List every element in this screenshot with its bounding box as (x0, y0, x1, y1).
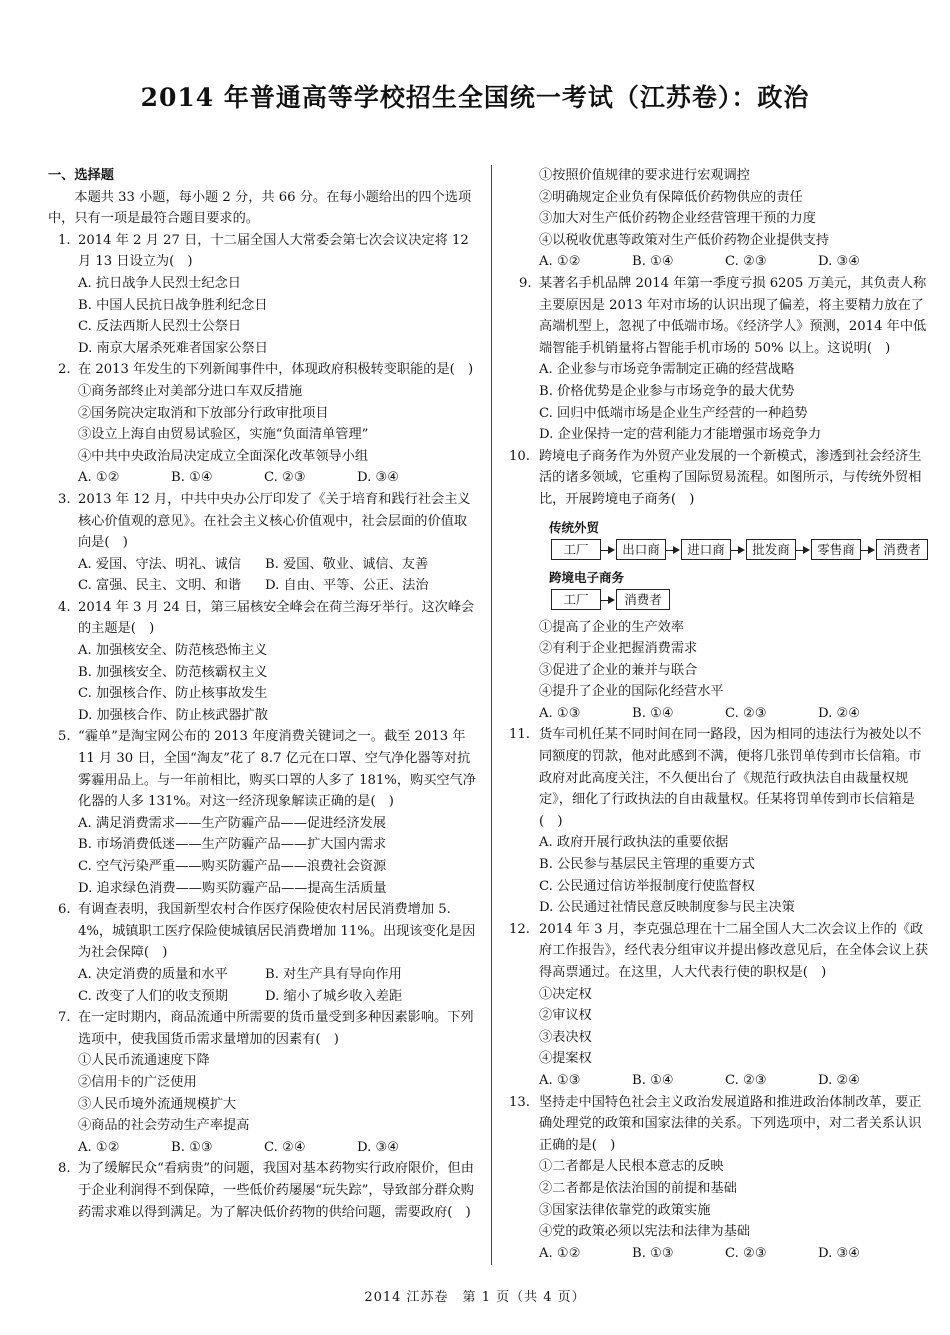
question-stem: 2014 年 3 月，李克强总理在十二届全国人大二次会议上作的《政府工作报告》，经代表分组审议并提出修改意见后，在全体会议上获得高票通过。在这里，人大代表行使的职权是( ) (539, 921, 929, 980)
option-d: D. 企业保持一定的营利能力才能增强市场竞争力 (539, 427, 822, 443)
question-5: 5. “霾单”是淘宝网公布的 2013 年度消费关键词之一。截至 2013 年 11 月 30 日，全国“淘友”花了 8.7 亿元在口罩、空气净化器等对抗雾霾用品上。与一年前相比，购买口罩的人多了 181%，购买空气净化器的人多 131%。对这一经济现象解读正确的是( ) (58, 729, 476, 810)
option-c: C. 回归中低端市场是企业生产经营的一种趋势 (539, 405, 808, 421)
options-row: A. 爱国、守法、明礼、诚信 B. 爱国、敬业、诚信、友善 (78, 556, 429, 572)
question-11: 11. 货车司机任某不同时间在同一路段，因为相同的违法行为被处以不同额度的罚款，他对此感到不满，便将几张罚单传到市长信箱。市政府对此高度关注，不久便出台了《规范行政执法自由裁量权规定》，细化了行政执法的自由裁量权。任某将罚单传到市长信箱是( ) (509, 727, 922, 829)
question-stem: 货车司机任某不同时间在同一路段，因为相同的违法行为被处以不同额度的罚款，他对此感到不满，便将几张罚单传到市长信箱。市政府对此高度关注，不久便出台了《规范行政执法自由裁量权规定》，细化了行政执法的自由裁量权。任某将罚单传到市长信箱是( ) (539, 727, 922, 829)
question-stem: 2014 年 3 月 24 日，第三届核安全峰会在荷兰海牙举行。这次峰会的主题是( ) (78, 599, 475, 637)
statement-4: ④中共中央政治局决定成立全面深化改革领导小组 (78, 448, 369, 464)
question-9: 9. 某著名手机品牌 2014 年第一季度亏损 6205 万美元，其负责人称主要原因是 2013 年对市场的认识出现了偏差，将主要精力放在了高端机型上，忽视了中低端市场。《经济学人》预测，2014 年中低端智能手机销量将占智能手机市场的 50% 以上。这说明( ) (519, 275, 927, 356)
options-row: A. ①③ B. ①④ C. ②③ D. ②④ (539, 1072, 861, 1088)
option-d: D. 南京大屠杀死难者国家公祭日 (78, 340, 268, 356)
question-stem: 2014 年 2 月 27 日，十二届全国人大常委会第七次会议决定将 12 月 13 日设立为( ) (78, 232, 469, 270)
statement-2: ②明确规定企业负有保障低价药物供应的责任 (539, 189, 803, 205)
flow-box: 工厂 (551, 539, 601, 560)
statement-2: ②审议权 (539, 1008, 592, 1024)
statement-4: ④提案权 (539, 1051, 592, 1067)
option-a: A. 抗日战争人民烈士纪念日 (78, 275, 241, 291)
statement-4: ④党的政策必须以宪法和法律为基础 (539, 1224, 750, 1240)
statement-4: ④商品的社会劳动生产率提高 (78, 1118, 250, 1134)
question-stem: “霾单”是淘宝网公布的 2013 年度消费关键词之一。截至 2013 年 11 月 30 日，全国“淘友”花了 8.7 亿元在口罩、空气净化器等对抗雾霾用品上。与一年前相比，购买口罩的人多了 181%，购买空气净化器的人多 131%。对这一经济现象解读正确的是( ) (78, 729, 476, 810)
flow-arrow (796, 550, 808, 551)
option-c: C. 公民通过信访举报制度行使监督权 (539, 878, 755, 894)
question-stem: 为了缓解民众“看病贵”的问题，我国对基本药物实行政府限价，但由于企业利润得不到保障，一些低价药屡屡“玩失踪”，导致部分群众购药需求难以得到满足。为了解决低价药物的供给问题，需要政府( ) (78, 1161, 474, 1220)
statement-2: ②有利于企业把握消费需求 (539, 641, 698, 657)
options-row: C. 改变了人们的收支预期 D. 缩小了城乡收入差距 (78, 988, 403, 1004)
options-row: A. 决定消费的质量和水平 B. 对生产具有导向作用 (78, 966, 402, 982)
flow-arrow (731, 550, 743, 551)
question-2: 2. 在 2013 年发生的下列新闻事件中，体现政府积极转变职能的是( ) (58, 362, 474, 378)
cross-border-label: 跨境电子商务 (549, 569, 625, 585)
question-8: 8. 为了缓解民众“看病贵”的问题，我国对基本药物实行政府限价，但由于企业利润得不到保障，一些低价药屡屡“玩失踪”，导致部分群众购药需求难以得到满足。为了解决低价药物的供给问题，需要政府( ) (58, 1161, 474, 1220)
option-b: B. 中国人民抗日战争胜利纪念日 (78, 297, 268, 313)
question-stem: 在 2013 年发生的下列新闻事件中，体现政府积极转变职能的是( ) (78, 362, 474, 378)
flow-arrow (601, 550, 613, 551)
statement-1: ①按照价值规律的要求进行宏观调控 (539, 168, 750, 183)
statement-2: ②二者都是依法治国的前提和基础 (539, 1180, 737, 1196)
statement-3: ③促进了企业的兼并与联合 (539, 662, 698, 678)
option-c: C. 反法西斯人民烈士公祭日 (78, 319, 242, 335)
statement-1: ①人民币流通速度下降 (78, 1053, 210, 1069)
question-13: 13. 坚持走中国特色社会主义政治发展道路和推进政治体制改革，要正确处理党的政策和国家法律的关系。下列选项中，对二者关系认识正确的是( ) (509, 1094, 922, 1153)
option-b: B. 加强核安全、防范核霸权主义 (78, 664, 268, 680)
statement-1: ①提高了企业的生产效率 (539, 619, 685, 635)
right-column (509, 165, 934, 1264)
traditional-trade-label: 传统外贸 (549, 519, 600, 535)
statement-3: ③设立上海自由贸易试验区，实施“负面清单管理” (78, 427, 369, 443)
statement-4: ④提升了企业的国际化经营水平 (539, 684, 724, 700)
question-stem: 某著名手机品牌 2014 年第一季度亏损 6205 万美元，其负责人称主要原因是 2013 年对市场的认识出现了偏差，将主要精力放在了高端机型上，忽视了中低端市场。《经济学人》预测，2014 年中低端智能手机销量将占智能手机市场的 50% 以上。这说明( ) (539, 275, 927, 356)
flow-box: 消费者 (616, 589, 670, 610)
option-b: B. 市场消费低迷——生产防霾产品——扩大国内需求 (78, 837, 387, 853)
page-footer: 2014 江苏卷 第 1 页（共 4 页） (364, 1290, 586, 1305)
flow-box: 零售商 (811, 539, 861, 560)
section-intro: 本题共 33 小题，每小题 2 分，共 66 分。在每小题给出的四个选项中，只有一项是最符合题目要求的。 (48, 189, 472, 227)
left-column (48, 165, 480, 1223)
option-a: A. 满足消费需求——生产防霾产品——促进经济发展 (78, 815, 387, 831)
option-a: A. 政府开展行政执法的重要依据 (539, 835, 729, 851)
question-7: 7. 在一定时期内，商品流通中所需要的货币量受到多种因素影响。下列选项中，使我国货币需求量增加的因素有( ) (58, 1010, 474, 1047)
statement-1: ①决定权 (539, 986, 592, 1002)
trade-flow-diagram (539, 517, 934, 613)
option-b: B. 公民参与基层民主管理的重要方式 (539, 857, 755, 873)
flow-arrow (666, 550, 678, 551)
flow-arrow (601, 600, 613, 601)
question-3: 3. 2013 年 12 月，中共中央办公厅印发了《关于培育和践行社会主义核心价值观的意见》。在社会主义核心价值观中，社会层面的价值取向是( ) (58, 491, 471, 551)
page-title: 2014 年普通高等学校招生全国统一考试（江苏卷）：政治 (140, 83, 810, 112)
statement-3: ③人民币境外流通规模扩大 (78, 1096, 237, 1112)
statement-1: ①二者都是人民根本意志的反映 (539, 1159, 724, 1175)
question-stem: 2013 年 12 月，中共中央办公厅印发了《关于培育和践行社会主义核心价值观的意见》。在社会主义核心价值观中，社会层面的价值取向是( ) (78, 491, 471, 551)
flow-arrow (861, 550, 873, 551)
column-divider (491, 165, 492, 1265)
statement-3: ③国家法律依靠党的政策实施 (539, 1202, 711, 1218)
option-c: C. 空气污染严重——购买防霾产品——浪费社会资源 (78, 859, 387, 874)
question-stem: 有调查表明，我国新型农村合作医疗保险使农村居民消费增加 5. 4%，城镇职工医疗保险使城镇居民消费增加 11%。出现该变化是因为社会保障( ) (78, 902, 476, 961)
statement-3: ③加大对生产低价药物企业经营管理干预的力度 (539, 211, 816, 227)
options-row: C. 富强、民主、文明、和谐 D. 自由、平等、公正、法治 (78, 578, 429, 594)
option-d: D. 公民通过社情民意反映制度参与民主决策 (539, 900, 795, 916)
question-stem: 在一定时期内，商品流通中所需要的货币量受到多种因素影响。下列选项中，使我国货币需求量增加的因素有( ) (78, 1010, 474, 1047)
statement-3: ③表决权 (539, 1029, 592, 1045)
options-row: A. ①② B. ①③ C. ②④ D. ③④ (78, 1139, 400, 1155)
flow-box: 批发商 (746, 539, 796, 560)
question-12: 12. 2014 年 3 月，李克强总理在十二届全国人大二次会议上作的《政府工作报告》，经代表分组审议并提出修改意见后，在全体会议上获得高票通过。在这里，人大代表行使的职权是( ) (509, 921, 929, 980)
section-heading: 一、选择题 (48, 168, 114, 183)
statement-2: ②国务院决定取消和下放部分行政审批项目 (78, 405, 329, 421)
question-1: 1. 2014 年 2 月 27 日，十二届全国人大常委会第七次会议决定将 12 月 13 日设立为( ) (58, 232, 469, 270)
flow-box: 进口商 (681, 539, 731, 560)
statement-1: ①商务部终止对美部分进口车双反措施 (78, 383, 303, 399)
options-row: A. ①② B. ①④ C. ②③ D. ③④ (539, 254, 861, 270)
option-a: A. 企业参与市场竞争需制定正确的经营战略 (539, 362, 795, 378)
option-b: B. 价格优势是企业参与市场竞争的最大优势 (539, 383, 795, 399)
flow-box: 出口商 (616, 539, 666, 560)
option-d: D. 加强核合作、防止核武器扩散 (78, 707, 268, 723)
flow-box: 消费者 (876, 539, 928, 560)
option-c: C. 加强核合作、防止核事故发生 (78, 686, 268, 702)
question-stem: 跨境电子商务作为外贸产业发展的一个新模式，渗透到社会经济生活的诸多领域，它重构了国际贸易流程。如图所示，与传统外贸相比，开展跨境电子商务( ) (539, 448, 922, 507)
flow-box: 工厂 (551, 589, 601, 610)
statement-4: ④以税收优惠等政策对生产低价药物企业提供支持 (539, 232, 830, 248)
question-6: 6. 有调查表明，我国新型农村合作医疗保险使农村居民消费增加 5. 4%，城镇职工医疗保险使城镇居民消费增加 11%。出现该变化是因为社会保障( ) (58, 902, 476, 961)
question-10: 10. 跨境电子商务作为外贸产业发展的一个新模式，渗透到社会经济生活的诸多领域，它重构了国际贸易流程。如图所示，与传统外贸相比，开展跨境电子商务( ) (509, 448, 922, 507)
question-4: 4. 2014 年 3 月 24 日，第三届核安全峰会在荷兰海牙举行。这次峰会的主题是( ) (58, 599, 475, 637)
options-row: A. ①② B. ①④ C. ②③ D. ③④ (78, 470, 400, 486)
option-d: D. 追求绿色消费——购买防霾产品——提高生活质量 (78, 880, 387, 896)
question-stem: 坚持走中国特色社会主义政治发展道路和推进政治体制改革，要正确处理党的政策和国家法律的关系。下列选项中，对二者关系认识正确的是( ) (539, 1094, 922, 1153)
options-row: A. ①③ B. ①④ C. ②③ D. ②④ (539, 705, 861, 721)
option-a: A. 加强核安全、防范核恐怖主义 (78, 643, 268, 659)
statement-2: ②信用卡的广泛使用 (78, 1074, 197, 1090)
options-row: A. ①② B. ①③ C. ②③ D. ③④ (539, 1245, 861, 1261)
